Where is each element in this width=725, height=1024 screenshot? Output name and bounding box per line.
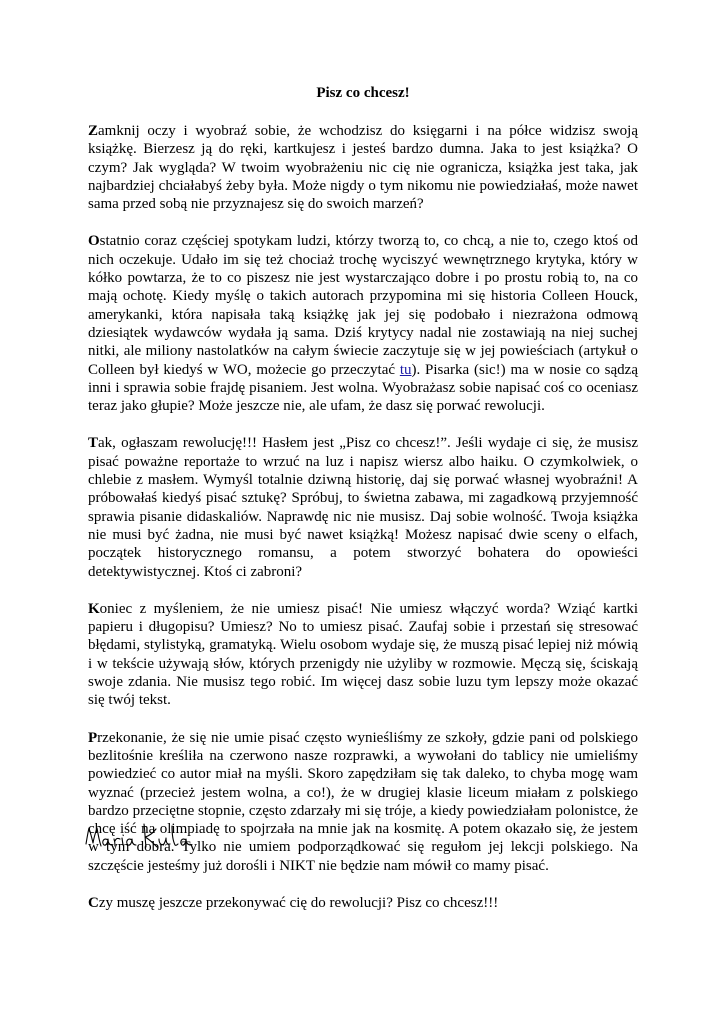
paragraph-text: amknij oczy i wyobraź sobie, że wchodzisz do księgarni i na półce widzisz swoją książkę. Bierzesz ją do ręki, kartkujesz i jesteś bardzo dumna. Jaka to jest książka? O czym? Jak wygląda? W twoim wyobrażeniu nic cię nie ogranicza, książka jest taka, jak najbardziej chciałabyś żeby była. Może nigdy o tym nikomu nie powiedziałaś, może nawet sama przed sobą nie przyznajesz się do swoich marzeń? xyxy=(88,123,638,213)
paragraph-initial: Z xyxy=(88,123,99,139)
document-title: Pisz co chcesz! xyxy=(316,85,410,101)
paragraph-text: ak, ogłaszam rewolucję!!! Hasłem jest „Pisz co chcesz!”. Jeśli wydaje ci się, że musisz pisać poważne reportaże to wrzuć na luz i napisz wiersz albo haiku. O czymkolwiek, o chlebie z masłem. Wymyśl totalnie dziwną historię, daj się porwać własnej wyobraźni! A próbowałaś kiedyś pisać sztukę? Spróbuj, to świetna zabawa, mi zagadkową przyjemność sprawia pisanie didaskaliów. Naprawdę nic nie musisz. Daj sobie wolność. Twoja książka nie musi być żadna, nie musi być nawet książką! Możesz napisać dwie sceny o elfach, początek historycznego romansu, a potem stworzyć bohatera do opowieści detektywistycznej. Ktoś ci zabroni? xyxy=(88,435,638,580)
paragraph-6 xyxy=(88,894,638,912)
paragraph-text: statnio coraz częściej spotykam ludzi, którzy tworzą to, co chcą, a nie to, czego ktoś od nich oczekuje. Udało im się też chociaż trochę wyciszyć wewnętrznego krytyka, który w kółko powtarza, że to co piszesz nie jest wystarczająco dobre i po prostu robią to, na co mają ochotę. Kiedy myślę o takich autorach przypomina mi się historia Colleen Houck, amerykanki, która napisała taką książkę jak jej się podobało i niezrażona odmową dziesiątek wydawców wydała ją sama. Dziś krytycy nadal nie zostawiają na niej suchej nitki, ale miliony nastolatków na całym świecie zaczytuje się w jej powieściach (artykuł o Colleen był kiedyś w WO, możecie go przeczytać xyxy=(88,233,638,378)
paragraph-text: ). Pisarka (sic!) ma w nosie co sądzą inni i sprawia sobie frajdę pisaniem. Jest wolna. Wyobrażasz sobie napisać coś co oceniasz teraz jako głupie? Może jeszcze nie, ale ufam, że dasz się porwać rewolucji. xyxy=(88,361,638,415)
paragraph-initial: T xyxy=(88,435,99,452)
paragraph-text: rzekonanie, że się nie umie pisać często wynieśliśmy ze szkoły, gdzie pani od polskiego bezlitośnie kreśliła na czerwono nasze rozprawki, a wywołani do tablicy nie umieliśmy powiedzieć co autor miał na myśli. Skoro zapędziłam się tak daleko, to chyba mogę wam wyznać (przecież jestem wolna, a co!), że w drugiej klasie liceum miałam z polskiego bardzo przeciętne stopnie, często zdarzały mi się tróje, a kiedy powiedziałam polonistce, że chcę iść na olimpiadę to spojrzała na mnie jak na kosmitę. A potem okazało się, że jestem w tym dobra. Tylko nie umiem podporządkować się regułom jej lekcji polskiego. Na szczęście jesteśmy już dorośli i NIKT nie będzie nam mówił co mamy pisać. xyxy=(88,729,638,874)
paragraph-initial: K xyxy=(88,600,100,617)
paragraph-4 xyxy=(88,600,638,710)
paragraph-text: oniec z myśleniem, że nie umiesz pisać! Nie umiesz włączyć worda? Wziąć kartki papieru i długopisu? Umiesz? No to umiesz pisać. Zaufaj sobie i przestań się stresować błędami, stylistyką, gramatyką. Wielu osobom wydaje się, że muszą pisać lepiej niż mówią i w tekście używają słów, których przenigdy nie użyliby w rozmowie. Męczą się, ściskają swoje zdania. Nie musisz tego robić. Im więcej dasz sobie luzu tym lepszy może okazać się twój tekst. xyxy=(88,600,638,709)
article-link[interactable]: tu xyxy=(399,361,412,378)
paragraph-1 xyxy=(88,122,638,213)
paragraph-2 xyxy=(88,232,638,415)
paragraph-initial: O xyxy=(88,233,100,250)
handwritten-signature xyxy=(84,820,204,858)
paragraph-text: zy muszę jeszcze przekonywać cię do rewolucji? Pisz co chcesz!!! xyxy=(98,894,499,911)
document-body xyxy=(88,84,638,912)
paragraph-3 xyxy=(88,434,638,580)
paragraph-initial: P xyxy=(88,729,98,746)
paragraph-initial: C xyxy=(88,894,99,911)
